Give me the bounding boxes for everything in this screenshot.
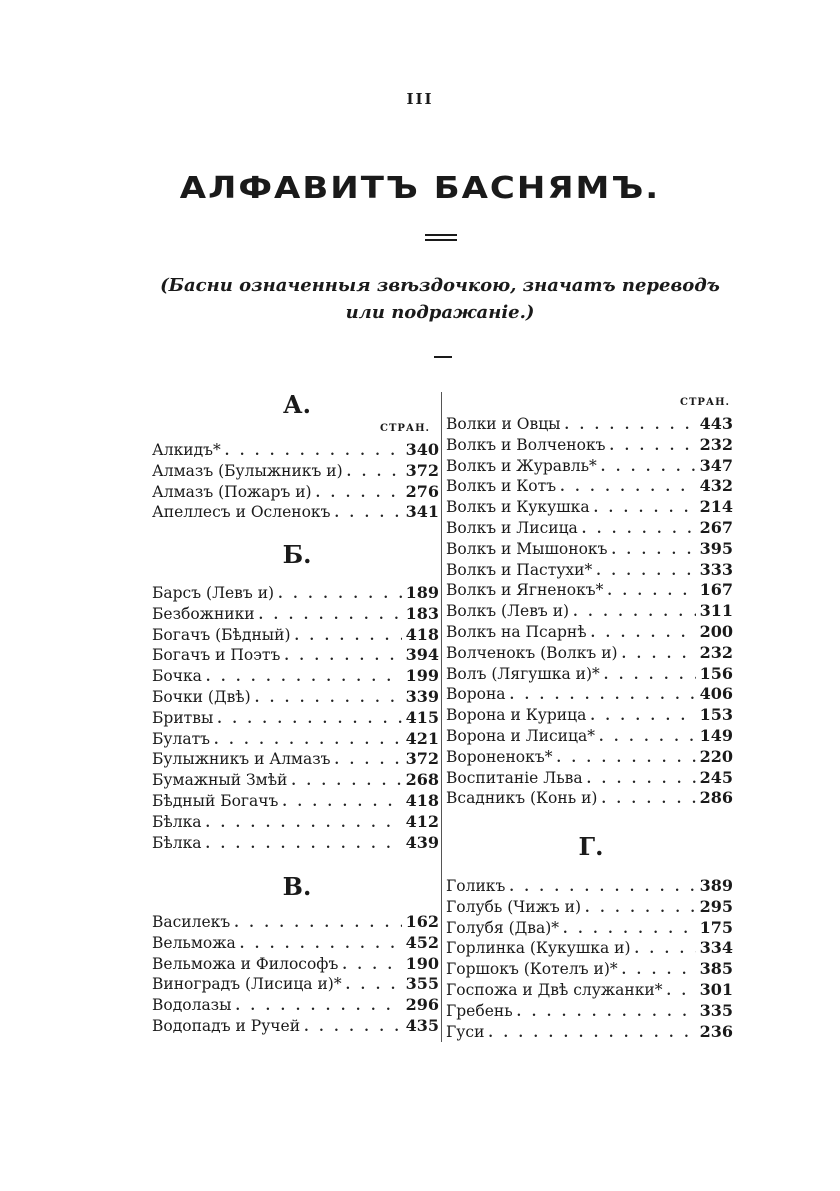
fable-title: Водолазы [152,996,232,1015]
dot-leader [582,520,696,540]
page-reference: 175 [699,917,733,937]
index-entry [152,461,439,481]
dot-leader [611,541,695,561]
page-reference: 268 [405,770,439,790]
fable-title: Ворона и Курица [446,706,587,725]
fable-title: Волченокъ (Волкъ и) [446,643,618,662]
index-entry [446,726,733,746]
index-entry [152,812,439,832]
index-entry [152,974,439,994]
dot-leader [573,603,696,623]
page-reference: 439 [405,832,439,852]
fable-title: Бочка [152,667,202,686]
page-reference: 389 [699,876,733,895]
page-reference: 341 [405,502,439,522]
index-entry [446,918,733,938]
dot-leader [585,899,696,919]
index-entry [446,414,733,434]
dot-leader [604,666,696,686]
fable-title: Вороненокъ* [446,747,553,766]
fable-title: Волкъ и Волченокъ [446,435,606,454]
fable-title: Булатъ [152,729,211,748]
index-entry [152,995,439,1015]
index-entry [446,539,733,559]
index-entry [152,749,439,769]
dot-leader [601,790,695,810]
fable-title: Волкъ и Кукушка [446,498,590,517]
dot-leader [666,982,695,1002]
page-reference: 412 [405,811,439,831]
index-entry [152,708,439,728]
page-reference: 162 [405,912,439,931]
fable-title: Алкидъ* [152,441,221,459]
fable-title: Волкъ на Псарнѣ [446,623,587,641]
fable-title: Василекъ [152,913,231,931]
fable-title: Алмазъ (Пожаръ и) [152,482,312,501]
index-entry [446,456,733,476]
index-entry [152,440,439,460]
dot-leader [635,940,696,960]
dot-leader [556,749,695,769]
index-entry [446,580,733,600]
fable-title: Булыжникъ и Алмазъ [152,750,331,769]
page-number: III [406,90,434,108]
dot-leader [509,878,695,898]
fable-title: Волкъ и Лисица [446,519,578,537]
short-rule-divider [434,356,452,358]
dot-leader [304,1018,402,1038]
dot-leader [284,647,401,667]
fable-title: Гуси [446,1022,485,1041]
index-entry [446,435,733,455]
index-entry [152,1016,439,1036]
dot-leader [342,956,401,976]
dot-leader [316,484,402,504]
dot-leader [517,1003,696,1023]
page-reference: 232 [699,434,733,454]
page-reference: 236 [699,1021,733,1041]
fable-title: Волкъ и Пастухи* [446,560,593,579]
dot-leader [334,504,401,524]
dot-leader [622,961,696,981]
fable-title: Богачъ и Поэтъ [152,646,281,665]
dot-leader [234,914,401,934]
index-entry [446,1001,733,1021]
fable-title: Барсъ (Левъ и) [152,584,275,602]
index-entry [446,560,733,580]
section-letter-heading: В. [282,872,312,901]
index-entry [152,770,439,790]
fable-title: Волкъ и Котъ [446,477,557,496]
dot-leader [565,416,696,436]
fable-title: Волкъ и Ягненокъ* [446,581,604,600]
page-reference: 190 [405,953,439,973]
fable-title: Ворона [446,685,506,704]
page-reference: 199 [405,666,439,686]
dot-leader [255,689,402,709]
fable-title: Воспитаніе Льва [446,768,583,787]
fable-title: Бумажный Змѣй [152,771,288,790]
dot-leader [335,751,402,771]
page-reference: 372 [405,460,439,480]
fable-title: Волкъ (Левъ и) [446,602,570,621]
fable-title: Госпожа и Двѣ служанки* [446,981,663,999]
dot-leader [206,835,402,855]
dot-leader [510,686,696,706]
fable-title: Безбожники [152,604,255,623]
fable-title: Вельможа и Философъ [152,954,339,973]
index-entry [152,625,439,645]
index-entry [152,666,439,686]
index-entry [152,583,439,603]
page-reference: 406 [699,684,733,704]
index-entry [446,788,733,808]
dot-leader [206,668,402,688]
page-reference: 418 [405,791,439,810]
dot-leader [346,976,402,996]
page-reference: 421 [405,728,439,748]
index-entry [152,833,439,853]
dot-leader [610,437,696,457]
page-reference: 443 [699,414,733,433]
fable-title: Волъ (Лягушка и)* [446,664,600,683]
index-entry [152,729,439,749]
fable-title: Апеллесъ и Осленокъ [152,503,331,522]
page-reference: 394 [405,645,439,665]
page-reference: 334 [699,938,733,958]
page-reference: 372 [405,749,439,769]
index-entry [446,601,733,621]
dot-leader [488,1024,695,1044]
fable-title: Горшокъ (Котелъ и)* [446,960,618,979]
index-entry [446,938,733,958]
page-reference: 295 [699,896,733,916]
index-entry [446,959,733,979]
dot-leader [217,710,401,730]
page-reference: 385 [699,959,733,979]
page-reference: 232 [699,642,733,662]
index-entry [152,933,439,953]
index-entry [446,684,733,704]
fable-title: Виноградъ (Лисица и)* [152,975,342,994]
page-reference: 214 [699,497,733,517]
fable-title: Волкъ и Журавль* [446,456,597,475]
dot-leader [563,920,696,940]
page-reference: 415 [405,707,439,727]
index-entry [446,643,733,663]
dot-leader [295,627,402,647]
dot-leader [259,606,402,626]
page-reference: 347 [699,455,733,475]
dot-leader [282,793,401,813]
fable-title: Вельможа [152,933,236,952]
dot-leader [601,458,696,478]
dot-leader [591,624,696,644]
section-letter-heading: А. [283,390,311,419]
column-divider [441,392,442,1042]
dot-leader [240,935,402,955]
dot-leader [235,997,401,1017]
section-letter-heading: Б. [282,540,312,569]
index-entry [152,912,439,932]
index-entry [152,502,439,522]
page-reference: 286 [699,788,733,808]
dot-leader [599,728,696,748]
index-entry [446,622,733,642]
fable-title: Голикъ [446,877,506,895]
page-reference: 355 [405,974,439,994]
dot-leader [607,582,695,602]
page-reference: 333 [699,559,733,579]
index-entry [446,876,733,896]
page-reference: 156 [699,663,733,683]
page-reference: 200 [699,622,733,641]
index-entry [446,664,733,684]
index-entry [446,705,733,725]
index-entry [446,1022,733,1042]
fable-title: Алмазъ (Булыжникъ и) [152,461,343,480]
page-reference: 435 [405,1016,439,1035]
fable-title: Волки и Овцы [446,415,561,433]
fable-title: Голубя (Два)* [446,918,560,937]
index-entry [446,980,733,1000]
fable-title: Ворона и Лисица* [446,727,595,745]
fable-title: Голубь (Чижъ и) [446,897,582,916]
page-reference: 418 [405,624,439,644]
fable-title: Бѣлка [152,812,202,831]
dot-leader [596,562,695,582]
fable-title: Бѣлка [152,833,202,852]
index-entry [446,747,733,767]
section-letter-heading: Г. [578,832,604,861]
dot-leader [347,463,402,483]
page-reference: 339 [405,687,439,706]
fable-title: Волкъ и Мышонокъ [446,539,608,558]
page-reference: 276 [405,481,439,501]
page-reference: 395 [699,538,733,558]
index-entry [152,954,439,974]
page-reference: 167 [699,580,733,600]
fable-title: Богачъ (Бѣдный) [152,625,291,644]
index-entry [152,645,439,665]
fable-title: Гребень [446,1001,513,1020]
fable-title: Водопадъ и Ручей [152,1017,301,1035]
page-column-label: СТРАН. [680,397,730,408]
dot-leader [622,645,696,665]
fable-title: Бритвы [152,708,214,727]
fable-title: Бѣдный Богачъ [152,792,279,810]
page-reference: 267 [699,518,733,537]
index-entry [446,768,733,788]
page-reference: 149 [699,726,733,745]
dot-leader [206,814,402,834]
dot-leader [291,772,401,792]
dot-leader [594,499,696,519]
index-entry [446,518,733,538]
page-reference: 245 [699,767,733,787]
page-reference: 452 [405,932,439,952]
page-reference: 296 [405,995,439,1015]
dot-leader [278,585,402,605]
dot-leader [587,770,696,790]
dot-leader [560,478,696,498]
page-reference: 432 [699,476,733,496]
index-entry [152,604,439,624]
index-entry [446,897,733,917]
dot-leader [214,731,402,751]
index-entry [152,482,439,502]
asterisk-note: (Басни означенныя звѣздочкою, значатъ переводъ или подражаніе.) [160,275,720,323]
fable-title: Бочки (Двѣ) [152,688,251,706]
page-reference: 220 [699,746,733,766]
index-entry [446,476,733,496]
page-reference: 153 [699,705,733,725]
index-entry [152,791,439,811]
double-rule-divider [425,234,457,241]
index-entry [152,687,439,707]
page-reference: 311 [699,601,733,621]
fable-title: Всадникъ (Конь и) [446,789,598,808]
page-reference: 183 [405,603,439,623]
page-title: АЛФАВИТЪ БАСНЯМЪ. [179,170,661,206]
index-entry [446,497,733,517]
dot-leader [590,707,695,727]
page-reference: 335 [699,1000,733,1020]
page-column-label: СТРАН. [380,423,430,434]
dot-leader [225,442,402,462]
page-reference: 301 [699,980,733,999]
page-reference: 340 [405,440,439,459]
fable-title: Горлинка (Кукушка и) [446,939,631,958]
page-reference: 189 [405,583,439,602]
